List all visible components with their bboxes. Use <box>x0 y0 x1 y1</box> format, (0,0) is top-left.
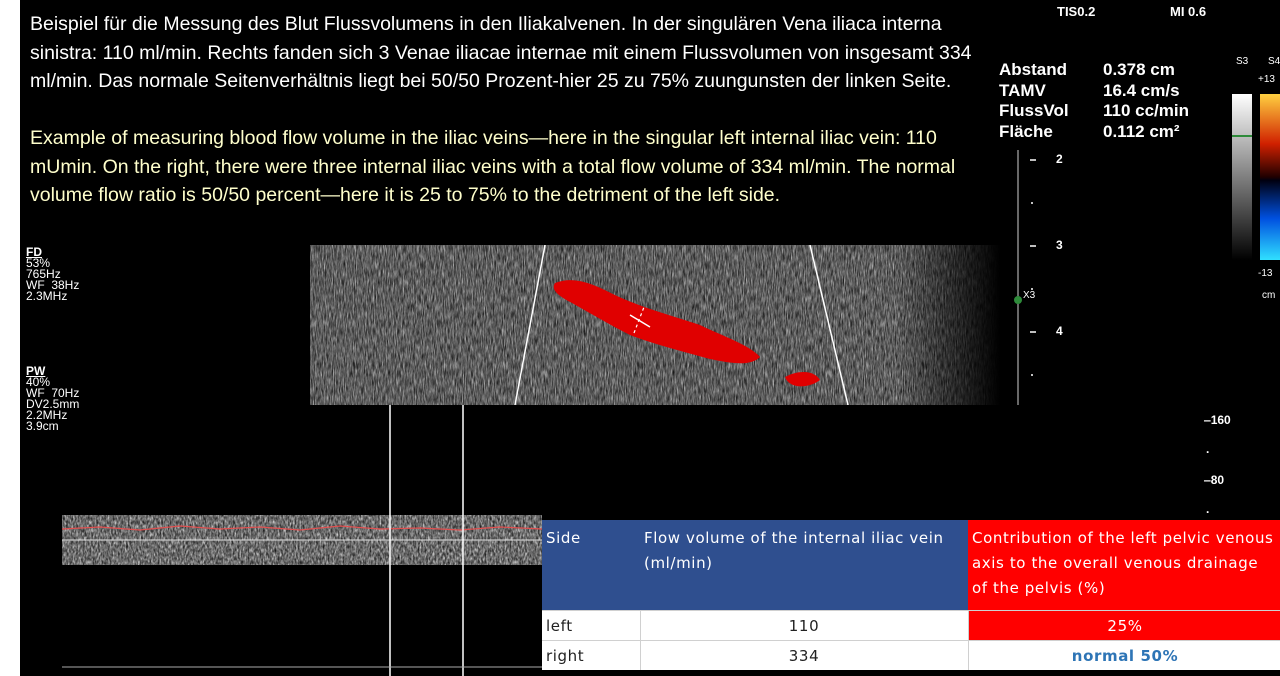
table-header-contribution: Contribution of the left pelvic venous axis to the overall venous drainage of the pelvis (%) <box>968 520 1280 611</box>
depth-tick-label: 2 <box>1056 152 1063 166</box>
color-doppler-image <box>310 245 1000 405</box>
pw-param: 2.2MHz <box>26 408 68 422</box>
depth-scale <box>1010 150 1070 410</box>
fd-param: WF 38Hz <box>26 278 80 292</box>
cell-flow: 110 <box>640 611 968 641</box>
depth-tick-label: 4 <box>1056 324 1063 338</box>
depth-tick-label: 3 <box>1056 238 1063 252</box>
depth-marker-icon <box>1014 296 1022 304</box>
colorbar-label: +13 <box>1258 74 1275 85</box>
measurement-value: 0.378 cm <box>1103 60 1175 79</box>
ultrasound-figure: Beispiel für die Messung des Blut Flussvolumens in den Iliakalvenen. In der singulären Vena iliaca interna sinistra: 110 ml/min. Rechts fanden sich 3 Venae iliacae internae mit einem Flussvolumen von insgesamt 334 ml/min. Das normale Seitenverhältnis liegt bei 50/50 Prozent-hier 25 zu 75% zuungunsten der linken Seite. Example of measuring blood flow volume in the iliac veins—here in the singular left internal iliac vein: 110 mUmin. On the right, there were three internal iliac veins with a total flow volume of 334 ml/min. The normal volume flow ratio is 50/50 percent—here it is 25 to 75% to the detriment of the left side. TIS0.2 MI 0.6 FD 53% 765Hz WF 38Hz 2.3MHz PW 40% WF 70Hz DV2.5mm 2.2MHz 3.9cm Abstand 0.378 cm TAMV 16.4 cm/s FlussVol 110 cc/min Fläche 0.112 cm² 2 3 4 X3 S3 S4 +13 -13 cm ‒160 · ‒80 · Side Flow volume of the internal iliac vein (ml/min) Contribution of the left pelvic venous axis to the overall venous drainage of the pelvis (%) left 110 25% right 334 normal 50% <box>20 0 1280 676</box>
measurement-label: TAMV <box>999 80 1046 100</box>
tis-label: TIS0.2 <box>1057 4 1096 19</box>
pw-mode-label: PW <box>26 364 46 378</box>
cell-side: right <box>542 641 640 671</box>
fd-mode-label: FD <box>26 245 42 259</box>
cell-contribution: normal 50% <box>968 641 1280 671</box>
table-header-side: Side <box>542 520 640 611</box>
velocity-tick-label: ‒160 <box>1204 413 1231 427</box>
measurement-label: Abstand <box>999 60 1067 79</box>
measurement-label: Fläche <box>999 121 1053 141</box>
measurement-panel <box>999 60 1189 142</box>
mi-label: MI 0.6 <box>1170 4 1207 19</box>
cell-side: left <box>542 611 640 641</box>
cell-contribution: 25% <box>968 611 1280 641</box>
table-row <box>542 641 1280 671</box>
doppler-spectrum <box>20 405 542 676</box>
caption-german: Beispiel für die Messung des Blut Flussvolumens in den Iliakalvenen. In der singulären Vena iliaca interna sinistra: 110 ml/min. Rechts fanden sich 3 Venae iliacae internae mit einem Flussvolumen von insgesamt 334 ml/min. Das normale Seitenverhältnis liegt bei 50/50 Prozent-hier 25 zu 75% zuungunsten der linken Seite. <box>30 13 972 92</box>
depth-marker-label: X3 <box>1023 290 1036 301</box>
table-row <box>542 611 1280 641</box>
table-header-flow: Flow volume of the internal iliac vein (ml/min) <box>640 520 968 611</box>
fd-param: 765Hz <box>26 267 61 281</box>
measurement-value: 16.4 cm/s <box>1103 80 1180 100</box>
fd-param: 2.3MHz <box>26 289 68 303</box>
velocity-tick-label: ‒80 <box>1204 473 1225 487</box>
pw-param: 3.9cm <box>26 419 59 433</box>
pw-param: 40% <box>26 375 51 389</box>
measurement-value: 0.112 cm² <box>1103 121 1180 141</box>
colorbar-label: S3 <box>1236 56 1249 67</box>
colorbar-label: cm <box>1262 290 1276 301</box>
fd-param: 53% <box>26 256 51 270</box>
caption-english: Example of measuring blood flow volume in the iliac veins—here in the singular left internal iliac vein: 110 mUmin. On the right, there were three internal iliac veins with a total flow volume of 334 ml/min. The normal volume flow ratio is 50/50 percent—here it is 25 to 75% to the detriment of the left side. <box>30 127 956 206</box>
measurement-label: FlussVol <box>999 101 1069 120</box>
measurement-value: 110 cc/min <box>1103 101 1190 120</box>
colorbar-label: -13 <box>1258 268 1273 279</box>
flow-volume-table <box>542 520 1280 670</box>
pw-param: DV2.5mm <box>26 397 80 411</box>
cell-flow: 334 <box>640 641 968 671</box>
colorbar-label: S4 <box>1268 56 1280 67</box>
color-doppler-params <box>26 247 79 302</box>
color-velocity-bar <box>1232 94 1280 262</box>
pw-param: WF 70Hz <box>26 386 80 400</box>
